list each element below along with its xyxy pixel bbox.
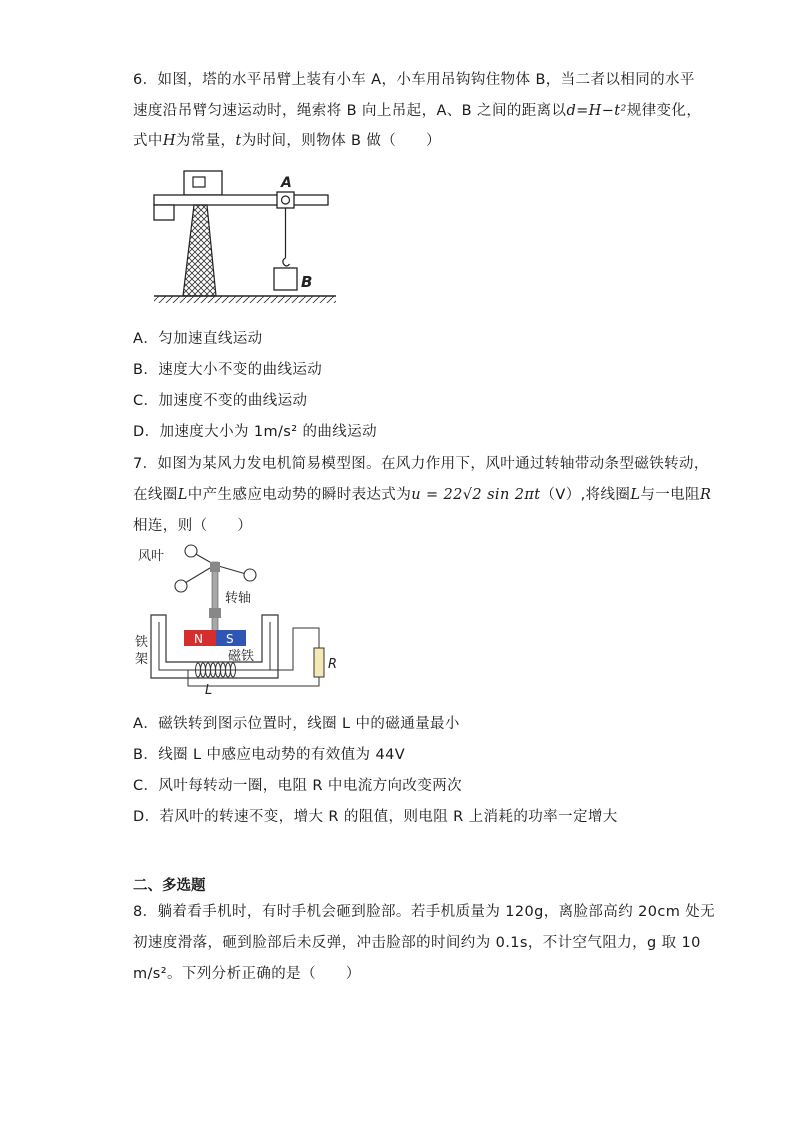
q7-generator-figure	[133, 540, 348, 700]
q6-option-D: D．加速度大小为 1m/s² 的曲线运动	[133, 424, 377, 440]
label-jia: 架	[135, 652, 149, 667]
shaft-collar-bottom	[209, 608, 221, 618]
q8-line3: m/s²。下列分析正确的是（ ）	[133, 966, 361, 982]
q6-crane-figure	[150, 165, 350, 315]
q7-formula: u = 22√2 sin 2πt	[411, 487, 541, 503]
q8-line1: 8．躺着看手机时，有时手机会砸到脸部。若手机质量为 120g，离脸部高约 20cm 处无	[133, 904, 716, 920]
trolley-wheel	[282, 196, 290, 204]
q6-line3-b: 为常量，	[175, 133, 236, 149]
blade-tip-2	[244, 569, 256, 581]
q6-line3-c: 为时间，则物体 B 做（ ）	[241, 133, 441, 149]
q6-line3-a: 式中	[133, 133, 163, 149]
q7-option-D: D．若风叶的转速不变，增大 R 的阻值，则电阻 R 上消耗的功率一定增大	[133, 809, 618, 825]
q6-formula: d=H−t²	[566, 103, 627, 119]
q7-line2-b: 中产生感应电动势的瞬时表达式为	[187, 487, 412, 503]
label-B: B	[301, 273, 313, 291]
blade-tip-3	[175, 580, 187, 592]
q7-var-L: L	[177, 487, 188, 503]
q7-option-B: B．线圈 L 中感应电动势的有效值为 44V	[133, 747, 406, 763]
q6-line2-text-a: 速度沿吊臂匀速运动时，绳索将 B 向上吊起，A、B 之间的距离以	[133, 103, 567, 119]
crane-tower	[183, 205, 216, 296]
q7-option-C: C．风叶每转动一圈，电阻 R 中电流方向改变两次	[133, 778, 463, 794]
q7-line1: 7．如图为某风力发电机简易模型图。在风力作用下，风叶通过转轴带动条型磁铁转动，	[133, 456, 709, 472]
blade-tip-1	[185, 545, 197, 557]
crane-counterweight	[154, 205, 174, 220]
q7-line2	[133, 483, 711, 504]
shaft-collar-top	[210, 562, 220, 572]
label-citie: 磁铁	[228, 649, 255, 664]
label-zhuanzhou: 转轴	[225, 591, 252, 606]
q7-var-R: R	[699, 487, 712, 503]
crane-jib-arm	[154, 195, 328, 205]
q7-var-L2: L	[630, 487, 641, 503]
resistor-R	[314, 648, 324, 677]
q6-line3	[133, 129, 441, 150]
label-A: A	[281, 175, 292, 191]
object-B	[274, 268, 297, 290]
crane-cab-window	[193, 177, 205, 187]
crane-hook	[283, 258, 290, 266]
magnet-N-label: N	[194, 632, 203, 646]
q7-line2-c: （V）,将线圈	[540, 487, 631, 503]
q6-var-H: H	[162, 133, 176, 149]
q7-line3: 相连，则（ ）	[133, 518, 253, 534]
q7-line2-d: 与一电阻	[640, 487, 700, 503]
q6-line2-text-b: 规律变化，	[626, 103, 702, 119]
q7-line2-a: 在线圈	[133, 487, 178, 503]
q6-option-A: A．匀加速直线运动	[133, 331, 263, 347]
shaft	[212, 562, 218, 632]
section-2-title: 二、多选题	[133, 878, 206, 894]
q8-line2: 初速度滑落，砸到脸部后未反弹，冲击脸部的时间约为 0.1s，不计空气阻力，g 取 10	[133, 935, 701, 951]
label-R: R	[328, 657, 338, 672]
q7-option-A: A．磁铁转到图示位置时，线圈 L 中的磁通量最小	[133, 716, 460, 732]
q6-line1: 6．如图，塔的水平吊臂上装有小车 A，小车用吊钩钩住物体 B，当二者以相同的水平	[133, 72, 695, 88]
ground-hatch	[154, 296, 336, 303]
q6-var-t: t	[235, 133, 242, 149]
label-L: L	[205, 683, 213, 698]
q6-option-B: B．速度大小不变的曲线运动	[133, 362, 323, 378]
magnet-S-label: S	[226, 632, 234, 646]
label-tie: 铁	[135, 635, 149, 650]
q6-option-C: C．加速度不变的曲线运动	[133, 393, 308, 409]
label-fengye: 风叶	[138, 549, 165, 564]
q6-line2	[133, 99, 701, 120]
